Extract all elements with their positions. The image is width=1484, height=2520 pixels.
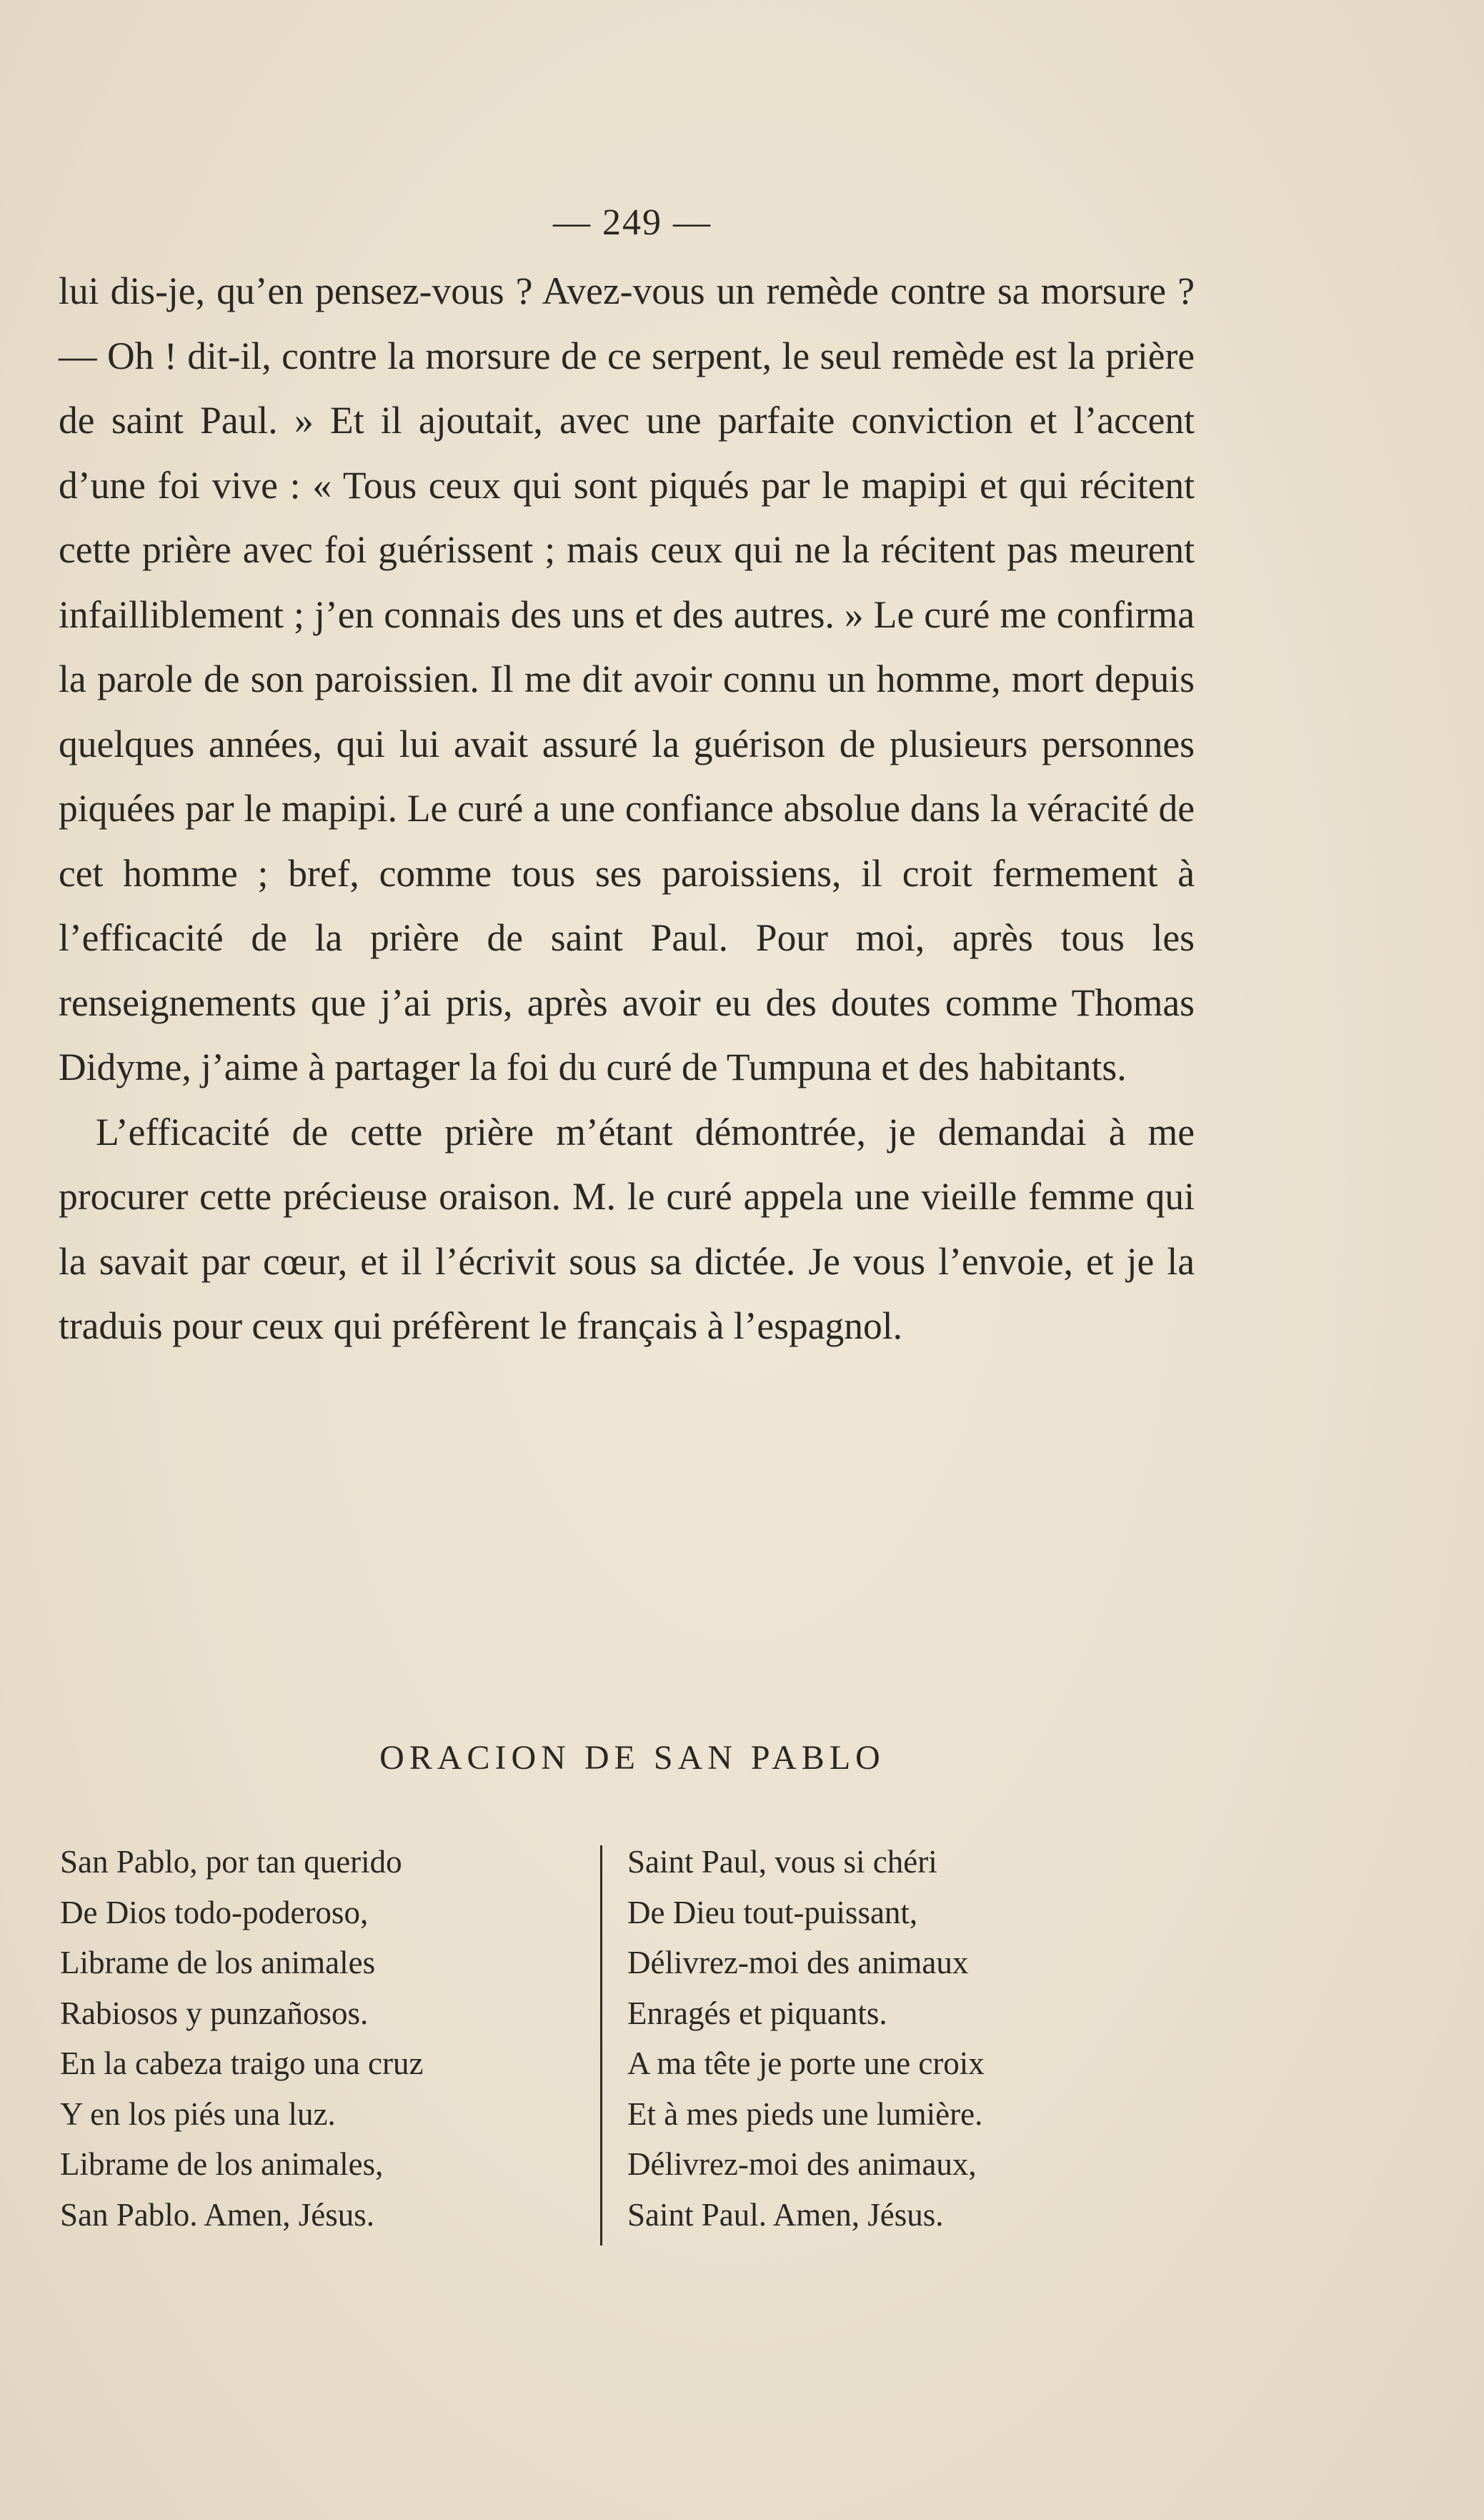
prayer-line: A ma tête je porte une croix: [627, 2045, 985, 2081]
prayer-spanish-column: [60, 1837, 423, 2240]
prayer-line: Rabiosos y punzañosos.: [60, 1995, 369, 2031]
prayer-line: En la cabeza traigo una cruz: [60, 2045, 424, 2081]
prayer-line: Et à mes pieds une lumière.: [627, 2095, 983, 2132]
prayer-line: De Dieu tout-puissant,: [627, 1894, 918, 1930]
paragraph: lui dis-je, qu’en pensez-vous ? Avez-vous un remède contre sa morsure ? — Oh ! dit-il, contre la morsure de ce serpent, le seul remède est la prière de saint Paul. » Et il ajoutait, avec une parfaite conviction et l’accent d’une foi vive : « Tous ceux qui sont piqués par le mapipi et qui récitent cette prière avec foi guérissent ; mais ceux qui ne la récitent pas meurent infailliblement ; j’en connais des uns et des autres. » Le curé me confirma la parole de son paroissien. Il me dit avoir connu un homme, mort depuis quelques années, qui lui avait assuré la guérison de plusieurs personnes piquées par le mapipi. Le curé a une confiance absolue dans la véracité de cet homme ; bref, comme tous ses paroissiens, il croit fermement à l’efficacité de la prière de saint Paul. Pour moi, après tous les renseignements que j’ai pris, après avoir eu des doutes comme Thomas Didyme, j’aime à partager la foi du curé de Tumpuna et des habitants.: [59, 269, 1195, 1088]
column-divider: [600, 1845, 602, 2246]
prayer-line: Librame de los animales,: [60, 2146, 384, 2182]
prayer-line: Librame de los animales: [60, 1945, 376, 1980]
prayer-line: Enragés et piquants.: [627, 1995, 887, 2031]
prayer-line: De Dios todo-poderoso,: [60, 1894, 369, 1930]
prayer-french-column: [627, 1837, 985, 2240]
prayer-line: Saint Paul. Amen, Jésus.: [627, 2196, 944, 2233]
prayer-line: San Pablo. Amen, Jésus.: [60, 2196, 375, 2233]
body-text: [59, 259, 1195, 1359]
prayer-title: ORACION DE SAN PABLO: [379, 1739, 885, 1777]
prayer-line: Saint Paul, vous si chéri: [627, 1844, 937, 1880]
prayer-line: San Pablo, por tan querido: [60, 1844, 402, 1880]
paragraph: L’efficacité de cette prière m’étant démontrée, je demandai à me procurer cette précieuse oraison. M. le curé appela une vieille femme qui la savait par cœur, et il l’écrivit sous sa dictée. Je vous l’envoie, et je la traduis pour ceux qui préfèrent le français à l’espagnol.: [59, 1110, 1195, 1347]
prayer-line: Y en los piés una luz.: [60, 2095, 336, 2132]
prayer-line: Délivrez-moi des animaux: [627, 1945, 969, 1980]
prayer-line: Délivrez-moi des animaux,: [627, 2146, 977, 2182]
page-number: — 249 —: [553, 202, 712, 243]
